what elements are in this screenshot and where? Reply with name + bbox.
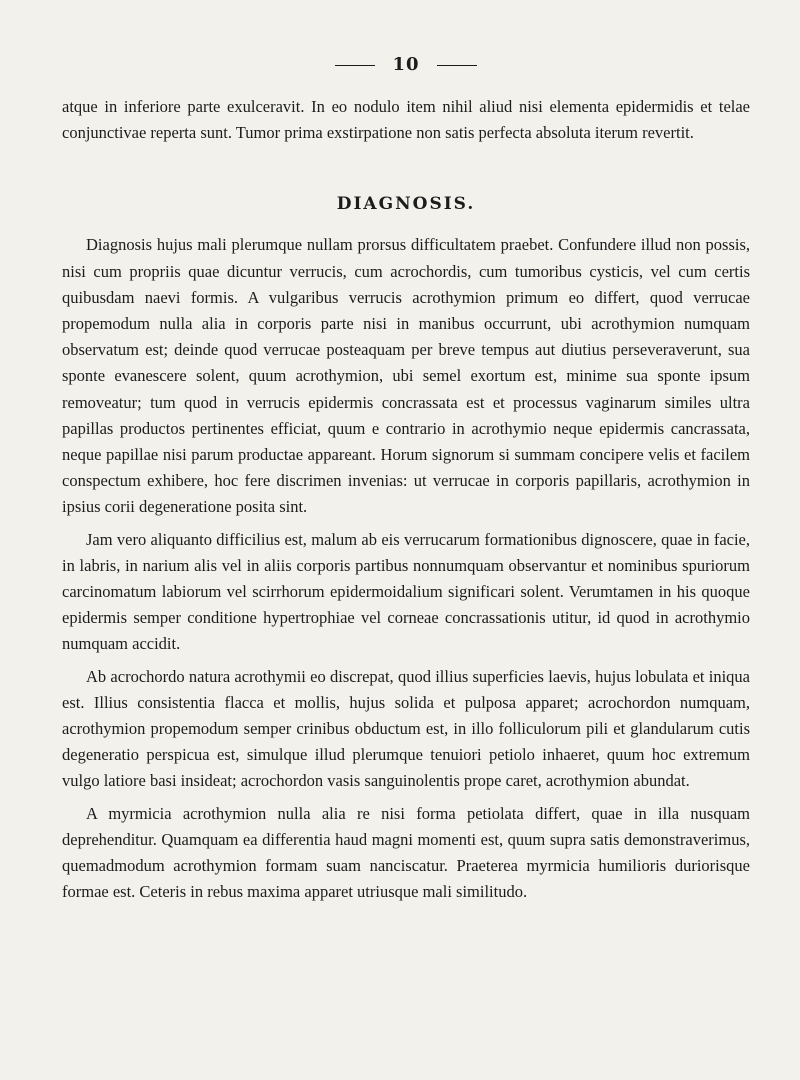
paragraph-4: A myrmicia acrothymion nulla alia re nisi forma petiolata differt, quae in illa nusquam deprehenditur. Quamquam ea differentia haud magni momenti est, quum supra satis demonstraverimus, quemadmodum acrothymion formam suam nanciscatur. Praeterea myrmicia humilioris duriorisque formae est. Ceteris in rebus maxima apparet utriusque mali similitudo. xyxy=(62,803,750,902)
intro-paragraph: atque in inferiore parte exulceravit. In eo nodulo item nihil aliud nisi elementa epidermidis et telae conjunctivae reperta sunt. Tumor prima exstirpatione non satis perfecta absoluta iterum revertit. xyxy=(62,97,750,143)
paragraph-3: Ab acrochordo natura acrothymii eo discrepat, quod illius superficies laevis, hujus lobulata et iniqua est. Illius consistentia flacca et mollis, hujus solida et pulposa apparet; acrochordon numquam, acrothymion propemodum semper crinibus obductum est, in illo folliculorum pili et glandularum cutis degeneratio perspicua est, simulque illud plerumque tenuiori petiolo inhaeret, quum hoc extremum vulgo latiore basi insideat; acrochordon vasis sanguinolentis prope caret, acrothymion abundat. xyxy=(62,666,750,791)
page-header xyxy=(62,54,750,88)
header-rule-left xyxy=(335,65,375,66)
header-rule-right xyxy=(437,65,477,66)
paragraph-1: Diagnosis hujus mali plerumque nullam prorsus difficultatem praebet. Confundere illud non possis, nisi cum propriis quae dicuntur verrucis, cum acrochordis, cum tumoribus cysticis, vel cum certis quibusdam naevi formis. A vulgaribus verrucis acrothymion primum eo differt, quod verrucae propemodum nulla alia in corporis parte nisi in manibus occurrunt, ubi acrothymion numquam observatum est; deinde quod verrucae posteaquam per breve tempus aut diutius perseveraverunt, sua sponte evanescere solent, quum acrothymion, ubi semel exortum est, minime sua sponte ipsum removeatur; tum quod in verrucis epidermis concrassata est et processus vaginarum similes ultra papillas productos pertinentes efficiat, quum e contrario in acrothymio neque epidermis cancrassata, neque papillae nisi parum productae appareant. Horum signorum si summam concipere velis et facilem conspectum exhibere, hoc fere discrimen invenias: ut verrucae in corporis papillaris, acrothymion in ipsius corii degeneratione posita sint. xyxy=(62,235,750,517)
paragraph-2: Jam vero aliquanto difficilius est, malum ab eis verrucarum formationibus dignoscere, quae in facie, in labris, in narium alis vel in aliis corporis partibus nonnumquam observantur et nominibus spuriorum carcinomatum labiorum vel scirrhorum epidermoidalium significari solent. Verumtamen in his quoque epidermis semper conditione hypertrophiae vel corneae concrassationis utitur, id quod in acrothymio numquam accidit. xyxy=(62,529,750,654)
page-number: 10 xyxy=(392,54,420,75)
section-heading: DIAGNOSIS. xyxy=(336,194,476,215)
